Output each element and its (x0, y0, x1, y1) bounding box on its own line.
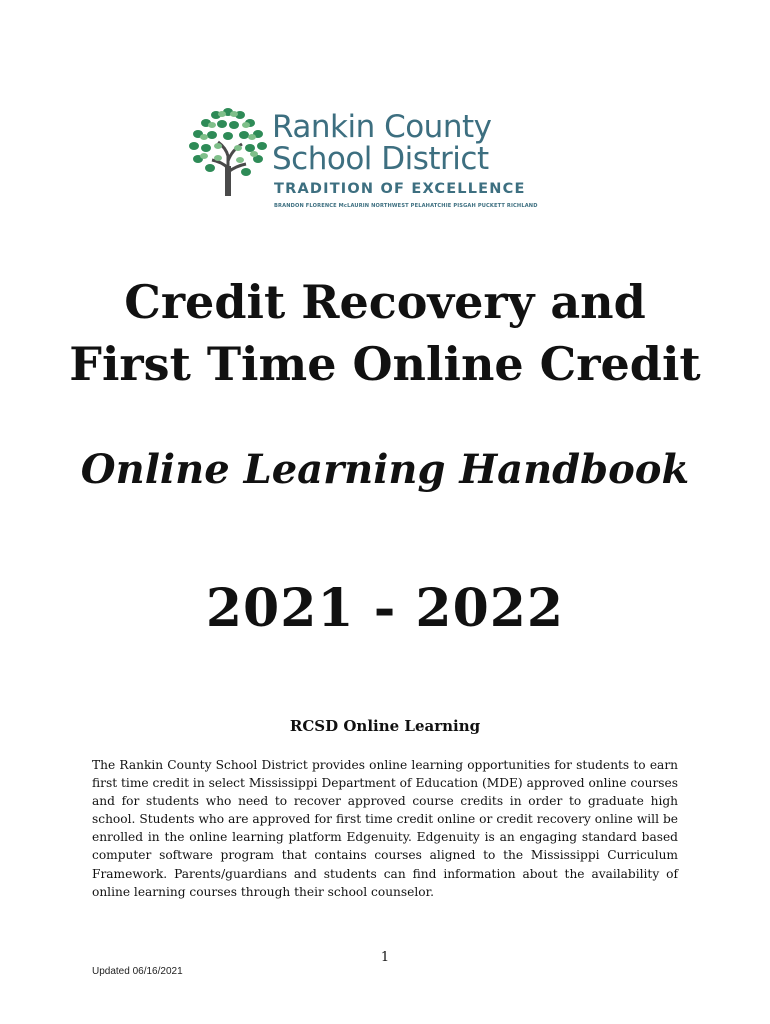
updated-date: Updated 06/16/2021 (92, 966, 183, 977)
document-subtitle: Online Learning Handbook (80, 446, 690, 493)
logo-tagline: TRADITION OF EXCELLENCE (274, 181, 526, 197)
document-title (0, 271, 770, 395)
section-body: The Rankin County School District provides online learning opportunities for students to earn first time credit in select Mississippi Department of Education (MDE) approved online courses and for students who need to recover approved course credits in order to graduate high school. Students who are approved for first time credit online or credit recovery online will be enrolled in the online learning platform Edgenuity. Edgenuity is an engaging standard based computer software program that contains courses aligned to the Mississippi Curriculum Framework. Parents/guardians and students can find information about the availability of online learning courses through their school counselor. (92, 758, 678, 899)
tree-icon (188, 106, 272, 198)
logo-towns: BRANDON FLORENCE McLAURIN NORTHWEST PELAHATCHIE PISGAH PUCKETT RICHLAND (274, 203, 538, 209)
school-year: 2021 - 2022 (205, 578, 565, 639)
title-line1: Credit Recovery and (124, 275, 646, 329)
logo-name-line1: Rankin County (272, 109, 492, 145)
logo-name-line2: School District (272, 141, 489, 177)
page-number: 1 (380, 950, 390, 965)
title-line2: First Time Online Credit (69, 337, 701, 391)
district-logo (188, 106, 558, 218)
section-heading: RCSD Online Learning (289, 717, 481, 735)
